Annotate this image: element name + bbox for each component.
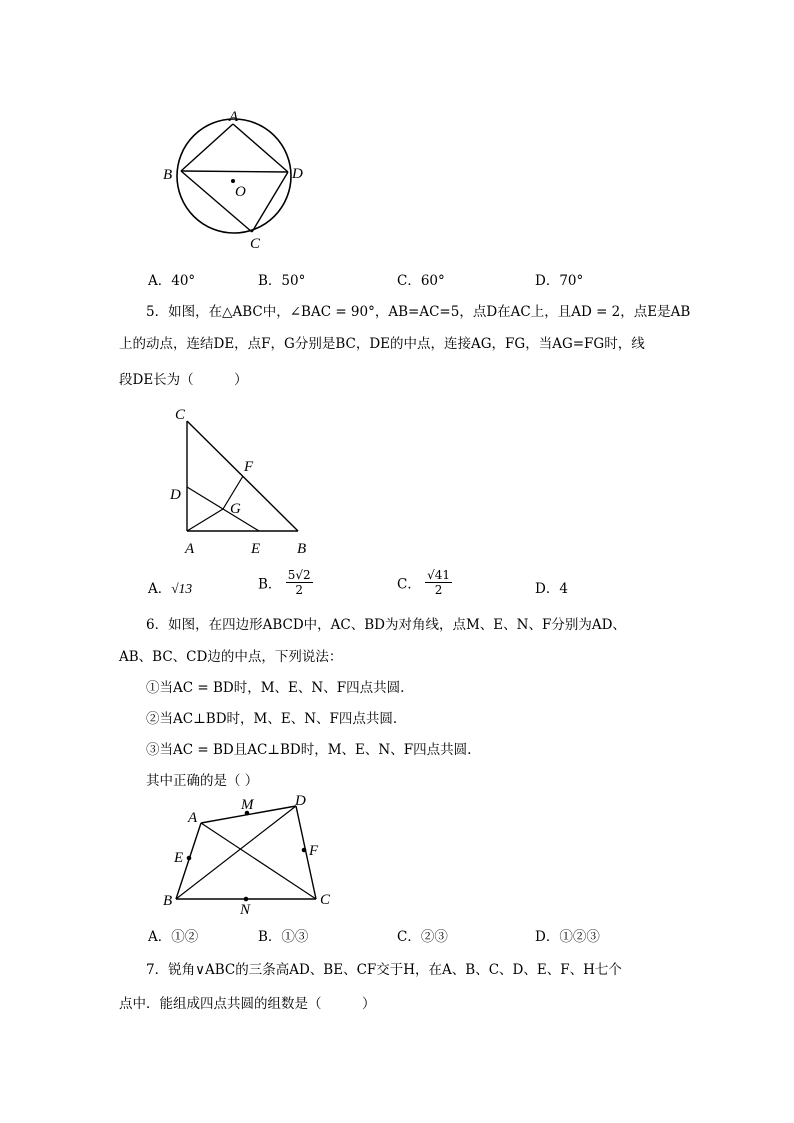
q6-option-a[interactable]: A．①② (148, 929, 199, 945)
q4-option-d[interactable]: D．70° (535, 273, 584, 289)
q5-option-c-fraction (425, 568, 452, 597)
q4-option-c[interactable]: C．60° (397, 273, 445, 289)
q5-option-b-fraction (286, 568, 313, 597)
label-c: C (175, 407, 186, 423)
q5-option-a[interactable] (148, 577, 192, 597)
q6-statement-1: ①当AC = BD时，M、E、N、F四点共圆. (146, 680, 405, 696)
q5-option-c-numerator: √41 (427, 568, 451, 582)
midpoint-e (187, 856, 192, 861)
q7-text-line2: 点中．能组成四点共圆的组数是（ ） (119, 996, 376, 1012)
q5-option-c-denominator: 2 (434, 583, 443, 597)
label-n: N (240, 902, 251, 918)
q5-option-d[interactable]: D．4 (535, 581, 568, 597)
segment-cd (252, 172, 288, 232)
label-a: A (185, 541, 195, 557)
label-f: F (309, 843, 319, 859)
label-f: F (244, 459, 254, 475)
label-a: A (188, 810, 198, 826)
midpoint-n (244, 897, 249, 902)
label-o: O (235, 184, 246, 200)
q6-statement-3: ③当AC = BD且AC⊥BD时，M、E、N、F四点共圆. (146, 742, 472, 758)
label-b: B (163, 167, 173, 183)
q5-option-b-numerator: 5√2 (287, 568, 311, 582)
q5-option-a-prefix: A． (148, 581, 172, 597)
label-d: D (295, 793, 306, 809)
center-point-o (231, 179, 235, 183)
label-d: D (170, 487, 181, 503)
label-c: C (250, 236, 261, 252)
q7-text-line1: 7．锐角∨ABC的三条高AD、BE、CF交于H，在A、B、C、D、E、F、H七个 (146, 962, 622, 978)
q6-question-prompt: 其中正确的是（ ） (146, 773, 259, 789)
q5-option-c-prefix: C． (397, 576, 421, 593)
q5-option-a-value: √13 (171, 581, 193, 596)
q6-statement-2: ②当AC⊥BD时，M、E、N、F四点共圆. (146, 711, 398, 727)
label-e: E (251, 541, 261, 557)
label-c: C (320, 892, 331, 908)
q6-option-c[interactable]: C．②③ (397, 929, 448, 945)
q4-option-b[interactable]: B．50° (258, 273, 306, 289)
q5-text-line2: 上的动点，连结DE，点F，G分别是BC，DE的中点，连接AG，FG，当AG=FG时，线 (119, 336, 645, 352)
q4-option-a[interactable]: A．40° (148, 273, 196, 289)
label-d: D (292, 166, 303, 182)
segment-ab (181, 124, 233, 171)
segment-ag (187, 509, 223, 531)
label-m: M (241, 797, 254, 813)
q5-option-b-prefix: B． (258, 576, 282, 593)
label-a: A (229, 109, 239, 125)
segment-bc (181, 171, 252, 232)
q6-option-d[interactable]: D．①②③ (535, 929, 600, 945)
label-b: B (297, 541, 307, 557)
q5-option-c[interactable] (397, 568, 452, 597)
label-e: E (174, 850, 184, 866)
q6-text-line2: AB、BC、CD边的中点，下列说法： (119, 649, 343, 665)
q4-circle-figure (150, 100, 320, 260)
label-g: G (230, 501, 241, 517)
q6-text-line1: 6．如图，在四边形ABCD中，AC、BD为对角线，点M、E、N、F分别为AD、 (146, 617, 626, 633)
q5-text-line3: 段DE长为（ ） (119, 372, 248, 388)
label-b: B (163, 893, 173, 909)
q6-quadrilateral-figure (160, 790, 340, 920)
midpoint-f (302, 848, 307, 853)
q5-text-line1: 5．如图，在△ABC中，∠BAC = 90°，AB=AC=5，点D在AC上，且AD = 2，点E是AB (146, 304, 691, 320)
segment-ad (233, 124, 288, 172)
segment-bd (181, 171, 288, 172)
q6-option-b[interactable]: B．①③ (258, 929, 309, 945)
q5-triangle-figure (165, 400, 315, 560)
q5-option-b-denominator: 2 (295, 583, 303, 597)
q5-option-b[interactable] (258, 568, 313, 597)
